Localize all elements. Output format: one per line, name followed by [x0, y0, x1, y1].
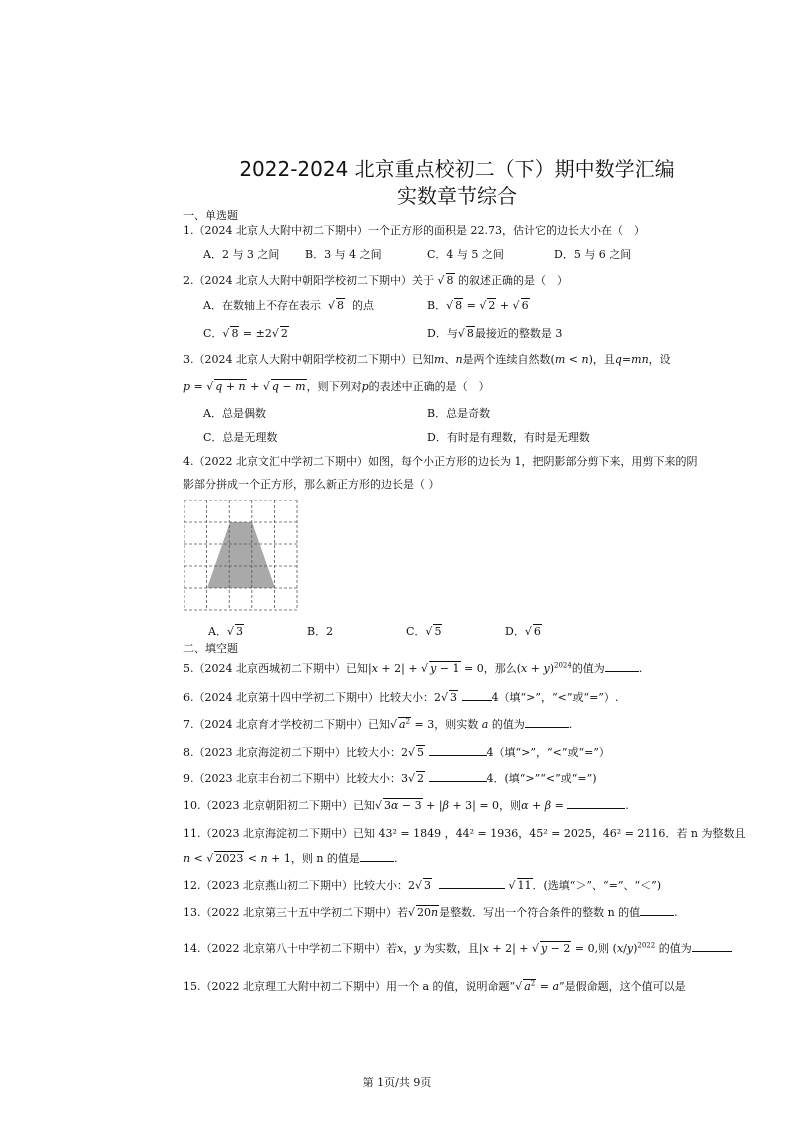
q1-option-c: C．4 与 5 之间 — [427, 248, 504, 261]
question-10: 10.（2023 北京朝阳初二下期中）已知√ 3α − 3 + |β + 3| = 0，则α + β = . — [183, 799, 629, 812]
document-title: 2022-2024 北京重点校初二（下）期中数学汇编 — [239, 157, 675, 181]
question-13: 13.（2022 北京第三十五中学初二下期中）若√ 20n是整数．写出一个符合条件的整数 n 的值 . — [183, 906, 678, 919]
question-3-line-1: 3.（2024 北京人大附中朝阳学校初二下期中）已知m、n是两个连续自然数(m < n)，且q=mn，设 — [183, 353, 671, 366]
q3-option-a: A．总是偶数 — [203, 407, 266, 420]
answer-blank[interactable] — [605, 661, 639, 672]
q4-option-b: B．2 — [307, 625, 334, 638]
question-8: 8.（2023 北京海淀初二下期中）比较大小：2√ 5 4（填“>”，“<”或“=”） — [183, 746, 610, 759]
question-4-line-1: 4.（2022 北京文汇中学初二下期中）如图，每个小正方形的边长为 1，把阴影部分剪下来，用剪下来的阴 — [183, 455, 698, 468]
q4-option-d: D．√ 6 — [505, 625, 541, 638]
question-15: 15.（2022 北京理工大附中初二下期中）用一个 a 的值，说明命题“√ $a^2 = a$”是假命题，这个值可以是 — [183, 979, 686, 993]
q4-option-a: A．√ 3 — [208, 625, 243, 638]
q2-prefix: 2.（2024 北京人大附中朝阳学校初二下期中）关于 — [183, 274, 434, 287]
answer-blank[interactable] — [462, 690, 492, 701]
answer-blank[interactable] — [429, 745, 487, 756]
question-11-line-2: n < √ 2023 < n + 1，则 n 的值是 . — [183, 852, 398, 865]
answer-blank[interactable] — [567, 798, 625, 809]
grid-figure — [184, 500, 298, 612]
shaded-trapezoid — [207, 522, 275, 588]
q1-option-a: A．2 与 3 之间 — [203, 248, 280, 261]
question-7: 7.（2024 北京育才学校初二下期中）已知√ $a^2 = 3$，则实数 a 的值为 . — [183, 717, 573, 731]
q3-option-d: D．有时是有理数，有时是无理数 — [427, 431, 590, 444]
question-4-line-2: 影部分拼成一个正方形，那么新正方形的边长是（ ） — [183, 478, 440, 491]
sqrt-8: √ 8 — [437, 274, 454, 287]
q1-option-d: D．5 与 6 之间 — [554, 248, 632, 261]
q4-option-c: C．√ 5 — [406, 625, 442, 638]
q2-suffix: 的叙述正确的是（ ） — [458, 274, 569, 287]
section-heading-single-choice: 一、单选题 — [183, 209, 238, 222]
section-heading-fill-blank: 二、填空题 — [183, 642, 238, 655]
question-3-line-2: p = √ q + n + √ q − m，则下列对p的表述中正确的是（ ） — [183, 380, 490, 393]
question-2-text — [183, 272, 568, 288]
answer-blank[interactable] — [640, 905, 674, 916]
question-12: 12.（2023 北京燕山初二下期中）比较大小：2√ 3 √ 11．(选填“＞”、“=”、“＜”) — [183, 879, 662, 892]
answer-blank[interactable] — [525, 717, 569, 728]
q2-option-c: C．√ 8 = ±2√ 2 — [203, 327, 288, 340]
document-subtitle: 实数章节综合 — [397, 184, 517, 208]
q1-option-b: B．3 与 4 之间 — [305, 248, 382, 261]
question-1-text: 1.（2024 北京人大附中初二下期中）一个正方形的面积是 22.73，估计它的边长大小在（ ） — [183, 224, 645, 237]
answer-blank[interactable] — [692, 941, 732, 952]
question-6: 6.（2024 北京第十四中学初二下期中）比较大小：2√ 3 4（填“>”，“<”或“=”）. — [183, 691, 619, 704]
answer-blank[interactable] — [439, 878, 505, 889]
question-14: 14.（2022 北京第八十中学初二下期中）若x，y 为实数，且|x + 2| + √ y − 2 = 0,则 $(x/y)^{2022}$ 的值为 — [183, 940, 732, 956]
q2-option-b: B．√ 8 = √ 2 + √ 6 — [427, 299, 529, 312]
question-9: 9.（2023 北京丰台初二下期中）比较大小：3√ 2 4．(填“>”“<”或“=”) — [183, 772, 597, 785]
answer-blank[interactable] — [429, 771, 487, 782]
q3-option-b: B．总是奇数 — [427, 407, 491, 420]
answer-blank[interactable] — [360, 851, 394, 862]
page-number: 第 1页/共 9页 — [362, 1076, 432, 1089]
question-5: 5.（2024 北京西城初二下期中）已知|x + 2| + √ y − 1 = 0，那么$(x + y)^{2024}$的值为 . — [183, 661, 643, 675]
q2-option-a: A．在数轴上不存在表示 √ 8 的点 — [203, 299, 374, 312]
question-11-line-1: 11.（2023 北京海淀初二下期中）已知 43² = 1849 ，44² = 1936，45² = 2025，46² = 2116．若 n 为整数且 — [183, 827, 746, 840]
q2-option-d: D．与√ 8最接近的整数是 3 — [427, 327, 563, 340]
q3-option-c: C．总是无理数 — [203, 431, 278, 444]
